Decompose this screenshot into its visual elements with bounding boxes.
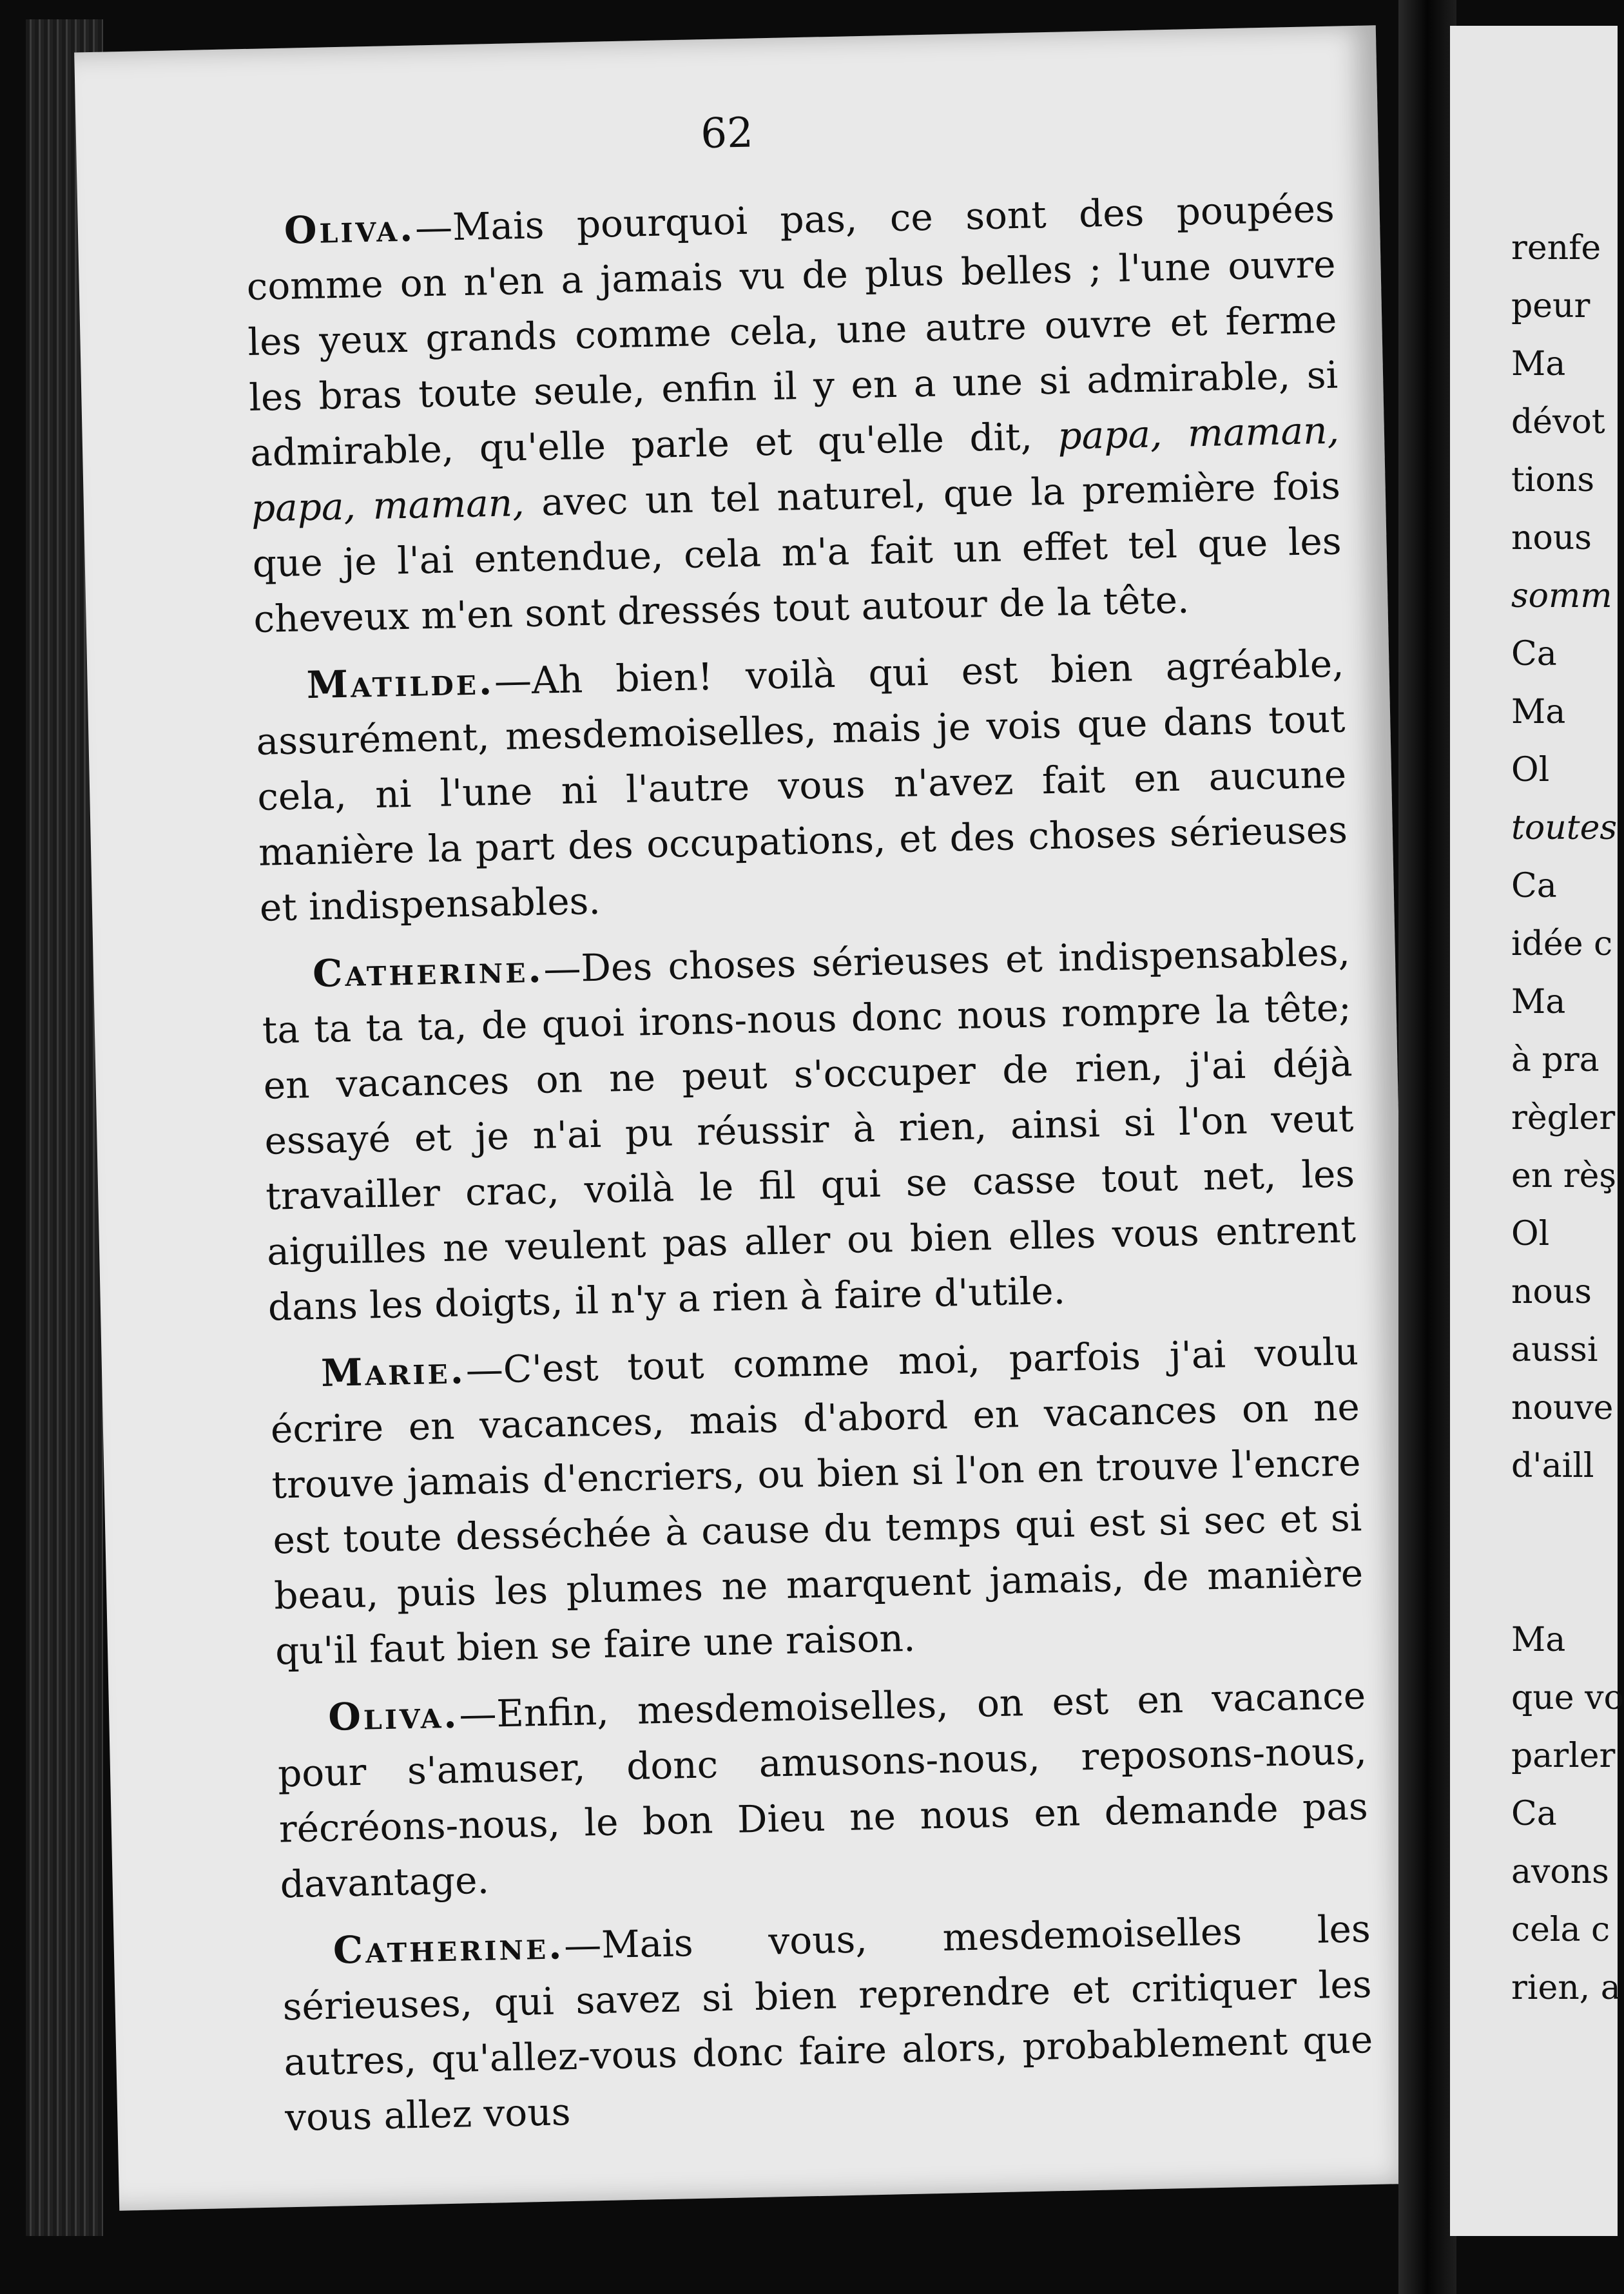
right-page-line: que vo <box>1511 1679 1624 1717</box>
right-page-line: nous <box>1511 1273 1592 1311</box>
right-page-line: Ma <box>1511 1621 1566 1659</box>
right-page-line: nouve <box>1511 1389 1614 1427</box>
right-page-line: Ma <box>1511 693 1566 731</box>
paragraph-text: —Enfin, mesdemoiselles, on est en vacance pour s'amuser, donc amusons-nous, reposons-nous, récréons-nous, le bon Dieu ne nous en demande pas davantage. <box>277 1673 1369 1907</box>
right-page-line: Ca <box>1511 867 1557 905</box>
right-page-line: Ma <box>1511 983 1566 1021</box>
speaker-name: Catherine. <box>333 1923 565 1972</box>
right-page-line: à pra <box>1511 1041 1600 1079</box>
paragraph-text: —C'est tout comme moi, parfois j'ai voulu écrire en vacances, mais d'abord en vacances on ne trouve jamais d'encriers, ou bien si l'on en trouve l'encre est toute desséchée à cause du temps qui est si sec et si beau, puis les plumes ne marquent jamais, de manière qu'il faut bien se faire une raison. <box>270 1329 1364 1673</box>
right-page-line: en rèş <box>1511 1157 1617 1195</box>
right-page-line <box>1511 1495 1624 1611</box>
right-page-line: Ol <box>1511 751 1550 789</box>
right-page-line: tions <box>1511 461 1595 499</box>
paragraph-catherine-1 <box>260 924 1357 1335</box>
paragraph-oliva-1 <box>245 181 1343 647</box>
paragraph-text: —Ah bien! voilà qui est bien agréable, assurément, mesdemoiselles, mais je vois que dans tout cela, ni l'une ni l'autre vous n'avez fait en aucune manière la part des occupations, et des choses sérieuses et indispensables. <box>255 641 1348 930</box>
italic-text: papa, maman, papa, maman, <box>251 408 1340 530</box>
right-page-line: renfe <box>1511 229 1601 267</box>
paragraph-text: —Mais vous, mesdemoiselles les sérieuses, qui savez si bien reprendre et critiquer les autres, qu'allez-vous donc faire alors, probablement que vous allez vous <box>282 1907 1373 2140</box>
speaker-name: Oliva. <box>327 1692 460 1739</box>
dialogue-text <box>245 181 1375 2157</box>
right-page-line: Ca <box>1511 1795 1557 1833</box>
right-page-edge <box>1450 26 1624 2236</box>
right-page-line: Ca <box>1511 635 1557 673</box>
right-page-line: rien, a <box>1511 1969 1621 2007</box>
speaker-name: Catherine. <box>312 947 545 996</box>
right-page-line: cela c <box>1511 1911 1610 1949</box>
paragraph-text: —Mais pourquoi pas, ce sont des poupées comme on n'en a jamais vu de plus belles ; l'une ouvre les yeux grands comme cela, une autre ouvre et ferme les bras toute seule, enfin il y en a une si admirable, si admirable, qu'elle parle et qu'elle dit, <box>246 186 1339 475</box>
paragraph-oliva-2 <box>276 1668 1369 1912</box>
paragraph-catherine-2 <box>281 1901 1375 2145</box>
right-page-line: d'aill <box>1511 1447 1594 1485</box>
right-page-line: avons <box>1511 1853 1609 1891</box>
paragraph-text: avec un tel naturel, que la première fois que je l'ai entendue, cela m'a fait un effet tel que les cheveux m'en sont dressés tout autour de la tête. <box>252 463 1342 641</box>
speaker-name: Marie. <box>320 1348 467 1395</box>
paragraph-marie <box>269 1324 1364 1679</box>
book-gutter <box>1398 0 1456 2294</box>
right-page-line: parler <box>1511 1737 1616 1775</box>
right-page-line: peur <box>1511 287 1590 325</box>
right-page-line: Ma <box>1511 345 1566 383</box>
right-page-line: idée c <box>1511 925 1613 963</box>
right-page-line: règler <box>1511 1099 1616 1137</box>
right-page-line: aussi <box>1511 1331 1598 1369</box>
right-page-text-fragments <box>1511 219 1624 2017</box>
paragraph-text: —Des choses sérieuses et indispensables, ta ta ta ta, de quoi irons-nous donc nous rompre la tête; en vacances on ne peut s'occuper de rien, j'ai déjà essayé et je n'ai pu réussir à rien, ainsi si l'on veut travailler crac, voilà le fil qui se casse tout net, les aiguilles ne veulent pas aller ou bien elles vous entrent dans les doigts, il n'y a rien à faire d'utile. <box>262 930 1357 1329</box>
right-page-line: somm <box>1511 577 1612 615</box>
right-page-line: nous <box>1511 519 1592 557</box>
right-page-line: toutes <box>1511 809 1618 847</box>
paragraph-matilde <box>255 635 1349 935</box>
right-page-line: dévot <box>1511 403 1605 441</box>
speaker-name: Matilde. <box>306 659 495 708</box>
left-page <box>74 25 1421 2211</box>
speaker-name: Oliva. <box>284 206 416 253</box>
page-number: 62 <box>700 109 754 159</box>
right-page-line: Ol <box>1511 1215 1550 1253</box>
